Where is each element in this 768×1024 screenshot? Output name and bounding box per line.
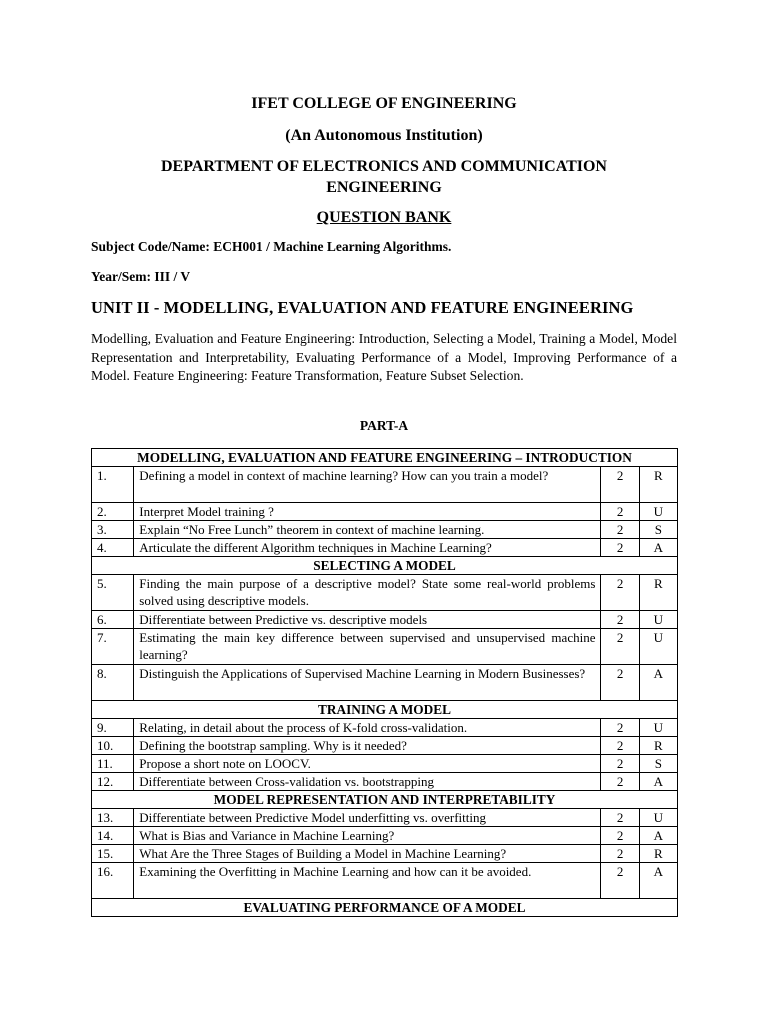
table-row [92,773,678,791]
table-row [92,737,678,755]
table-row [92,863,678,899]
question-level: R [639,467,677,503]
question-level: U [639,719,677,737]
section-heading: SELECTING A MODEL [92,557,678,575]
question-text: Estimating the main key difference between supervised and unsupervised machine learning? [134,629,601,665]
question-text: What is Bias and Variance in Machine Learning? [134,827,601,845]
question-text: Relating, in detail about the process of K-fold cross-validation. [134,719,601,737]
question-marks: 2 [601,665,639,701]
table-row [92,719,678,737]
table-row [92,521,678,539]
question-number: 10. [92,737,134,755]
question-level: U [639,629,677,665]
question-number: 9. [92,719,134,737]
subject-line: Subject Code/Name: ECH001 / Machine Learning Algorithms. [91,239,452,254]
question-marks: 2 [601,575,639,611]
question-number: 11. [92,755,134,773]
institution-status: (An Autonomous Institution) [285,127,483,144]
question-number: 3. [92,521,134,539]
question-text: Distinguish the Applications of Supervised Machine Learning in Modern Businesses? [134,665,601,701]
question-number: 16. [92,863,134,899]
question-text: Defining a model in context of machine learning? How can you train a model? [134,467,601,503]
question-marks: 2 [601,737,639,755]
section-heading: MODELLING, EVALUATION AND FEATURE ENGINEERING – INTRODUCTION [92,449,678,467]
question-marks: 2 [601,467,639,503]
question-text: Defining the bootstrap sampling. Why is it needed? [134,737,601,755]
question-marks: 2 [601,503,639,521]
question-number: 15. [92,845,134,863]
table-row [92,539,678,557]
question-marks: 2 [601,863,639,899]
question-marks: 2 [601,809,639,827]
question-level: A [639,827,677,845]
question-text: Interpret Model training ? [134,503,601,521]
question-text: Examining the Overfitting in Machine Learning and how can it be avoided. [134,863,601,899]
unit-title: UNIT II - MODELLING, EVALUATION AND FEATURE ENGINEERING [91,298,634,317]
question-number: 4. [92,539,134,557]
question-text: Differentiate between Predictive vs. descriptive models [134,611,601,629]
section-heading: MODEL REPRESENTATION AND INTERPRETABILITY [92,791,678,809]
question-marks: 2 [601,611,639,629]
question-level: S [639,755,677,773]
table-row [92,611,678,629]
college-name: IFET COLLEGE OF ENGINEERING [251,95,517,112]
question-marks: 2 [601,521,639,539]
part-heading: PART-A [359,418,409,433]
question-level: A [639,863,677,899]
question-level: A [639,773,677,791]
question-marks: 2 [601,719,639,737]
department-name-line2: ENGINEERING [326,179,442,196]
question-text: Finding the main purpose of a descriptive model? State some real-world problems solved using descriptive models. [134,575,601,611]
section-heading: EVALUATING PERFORMANCE OF A MODEL [92,899,678,917]
question-level: R [639,845,677,863]
year-sem-line: Year/Sem: III / V [91,269,191,284]
question-text: What Are the Three Stages of Building a Model in Machine Learning? [134,845,601,863]
question-text: Differentiate between Predictive Model underfitting vs. overfitting [134,809,601,827]
table-row [92,827,678,845]
unit-syllabus: Modelling, Evaluation and Feature Engineering: Introduction, Selecting a Model, Training a Model, Model Representation and Interpretability, Evaluating Performance of a Model, Improving Performance of a Model. Feature Engineering: Feature Transformation, Feature Subset Selection. [91,331,677,384]
question-marks: 2 [601,539,639,557]
question-text: Explain “No Free Lunch” theorem in context of machine learning. [134,521,601,539]
table-row [92,467,678,503]
department-name-line1: DEPARTMENT OF ELECTRONICS AND COMMUNICATION [161,158,607,175]
question-number: 7. [92,629,134,665]
question-marks: 2 [601,845,639,863]
document-title: QUESTION BANK [316,209,452,226]
question-number: 14. [92,827,134,845]
question-number: 12. [92,773,134,791]
question-level: A [639,665,677,701]
question-level: S [639,521,677,539]
section-heading: TRAINING A MODEL [92,701,678,719]
table-row [92,809,678,827]
question-number: 6. [92,611,134,629]
table-row [92,665,678,701]
question-level: U [639,611,677,629]
table-row [92,503,678,521]
question-level: U [639,809,677,827]
question-text: Propose a short note on LOOCV. [134,755,601,773]
question-number: 2. [92,503,134,521]
question-number: 5. [92,575,134,611]
question-level: R [639,575,677,611]
question-number: 8. [92,665,134,701]
question-level: U [639,503,677,521]
question-marks: 2 [601,773,639,791]
table-row [92,755,678,773]
question-marks: 2 [601,755,639,773]
question-text: Differentiate between Cross-validation vs. bootstrapping [134,773,601,791]
question-text: Articulate the different Algorithm techniques in Machine Learning? [134,539,601,557]
question-number: 1. [92,467,134,503]
question-marks: 2 [601,629,639,665]
question-level: A [639,539,677,557]
question-level: R [639,737,677,755]
question-marks: 2 [601,827,639,845]
table-row [92,629,678,665]
question-number: 13. [92,809,134,827]
table-row [92,845,678,863]
table-row [92,575,678,611]
question-table [91,448,678,917]
